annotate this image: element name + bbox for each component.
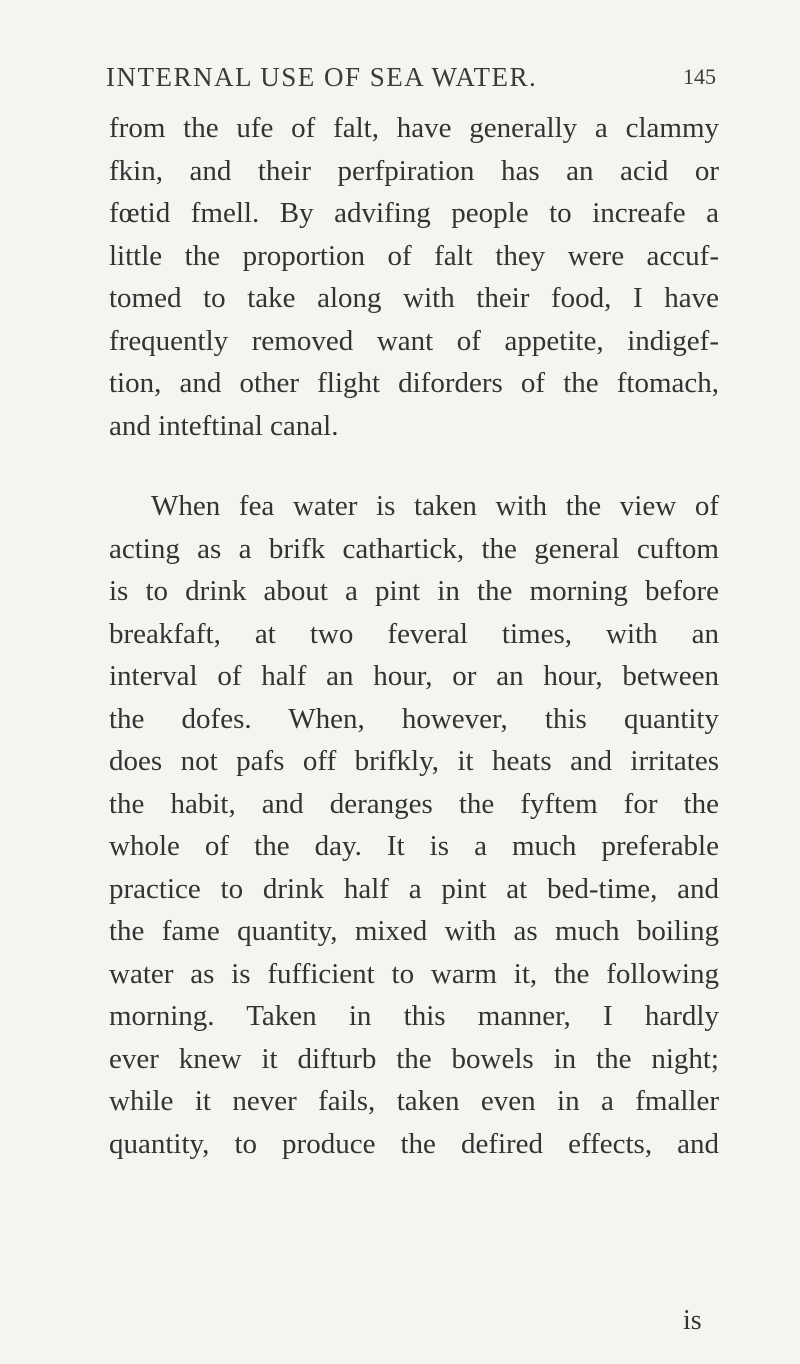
- text-line: morning. Taken in this manner, I hardly: [109, 1000, 719, 1032]
- text-line: water as is fufficient to warm it, the following: [109, 957, 719, 990]
- text-line: the fame quantity, mixed with as much boiling: [109, 915, 719, 947]
- text-line: practice to drink half a pint at bed-time, and: [109, 872, 719, 905]
- paragraph-1: [109, 107, 719, 447]
- text-line: while it never fails, taken even in a fmaller: [109, 1085, 719, 1117]
- text-line: the habit, and deranges the fyftem for the: [109, 787, 719, 820]
- paragraph-gap: [109, 447, 719, 485]
- text-line: fœtid fmell. By advifing people to increafe a: [109, 197, 719, 229]
- text-line: does not pafs off brifkly, it heats and irritates: [109, 745, 719, 777]
- text-line: whole of the day. It is a much preferable: [109, 830, 719, 862]
- paragraph-2: [109, 485, 719, 1165]
- catchword: is: [683, 1305, 702, 1336]
- text-line: the dofes. When, however, this quantity: [109, 702, 719, 735]
- text-line: acting as a brifk cathartick, the general cuftom: [109, 532, 719, 565]
- text-line: fkin, and their perfpiration has an acid or: [109, 154, 719, 187]
- body-text: [109, 107, 719, 1165]
- text-line: tion, and other flight diforders of the ftomach,: [109, 367, 719, 399]
- text-line: from the ufe of falt, have generally a clammy: [109, 112, 719, 144]
- page-number: 145: [683, 64, 716, 89]
- text-line: is to drink about a pint in the morning before: [109, 575, 719, 607]
- running-head-title: INTERNAL USE OF SEA WATER.: [106, 62, 538, 92]
- text-line: ever knew it difturb the bowels in the night;: [109, 1042, 719, 1075]
- text-line: When fea water is taken with the view of: [151, 490, 719, 522]
- text-line: little the proportion of falt they were accuf-: [109, 239, 719, 272]
- text-line: interval of half an hour, or an hour, between: [109, 660, 719, 692]
- text-line: tomed to take along with their food, I have: [109, 282, 719, 314]
- running-head: [106, 62, 716, 102]
- text-line: breakfaft, at two feveral times, with an: [109, 617, 719, 650]
- text-line: quantity, to produce the defired effects, and: [109, 1127, 719, 1160]
- text-line: and inteftinal canal.: [109, 409, 339, 442]
- text-line: frequently removed want of appetite, indigef-: [109, 324, 719, 357]
